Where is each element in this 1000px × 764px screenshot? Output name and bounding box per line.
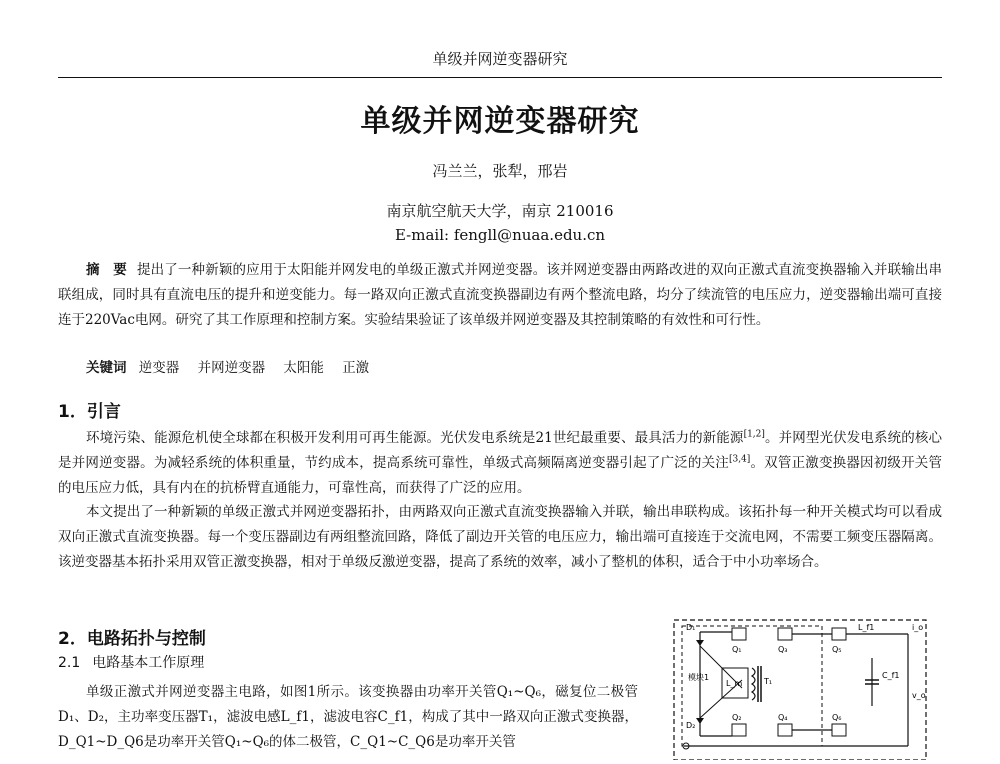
header-rule [58, 77, 942, 78]
label-q2: Q₂ [732, 713, 742, 722]
intro-text-c: 。双管正激变换器因初级开关管的电压应力低，具有内在的抗桥臂直通能力，可靠性高，而获得了广泛的应用。 [58, 455, 942, 496]
abstract-label: 摘 要 [86, 262, 127, 278]
diode-d1 [696, 640, 704, 646]
module-label: 模块1 [688, 673, 710, 682]
transformer-winding [752, 668, 755, 700]
label-t1: T₁ [764, 677, 773, 686]
keyword: 并网逆变器 [197, 360, 266, 376]
label-q4: Q₄ [778, 713, 788, 722]
circuit-diagram [672, 618, 930, 760]
label-q1: Q₁ [732, 645, 742, 654]
subsection-title: 电路基本工作原理 [92, 655, 205, 671]
diode-d2 [696, 718, 704, 724]
intro-text-a: 环境污染、能源危机使全球都在积极开发利用可再生能源。光伏发电系统是21世纪最重要、最具活力的新能源 [86, 430, 744, 446]
circuit-figure [672, 618, 930, 760]
paper-title: 单级并网逆变器研究 [360, 104, 640, 139]
subsection-number: 2.1 [58, 655, 81, 671]
section-1-heading: 1．引言 [58, 402, 121, 422]
keyword: 正激 [342, 360, 370, 376]
label-d2: D₂ [686, 721, 696, 730]
keywords-label: 关键词 [86, 360, 127, 376]
citation: [3,4] [728, 454, 751, 465]
section-2-heading: 2．电路拓扑与控制 [58, 629, 206, 649]
intro-paragraph-2: 本文提出了一种新颖的单级正激式并网逆变器拓扑，由两路双向正激式直流变换器输入并联，输出串联构成。该拓扑每一种开关模式均可以看成双向正激式直流变换器。每一个变压器副边有两组整流回路，降低了副边开关管的电压应力，输出端可直接连于交流电网，不需要工频变压器隔离。该逆变器基本拓扑采用双管正激变换器，相对于单级反激逆变器，提高了系统的效率，减小了整机的体积，适合于中小功率场合。 [58, 504, 942, 570]
citation: [1,2] [743, 429, 765, 440]
email: E-mail: fengll@nuaa.edu.cn [394, 226, 606, 244]
section-2-1-body: 单级正激式并网逆变器主电路，如图1所示。该变换器由功率开关管Q₁~Q₆，磁复位二极管D₁、D₂，主功率变压器T₁，滤波电感L_f1，滤波电容C_f1，构成了其中一路双向正激式变换器，D_Q1~D_Q6是功率开关管Q₁~Q₆的体二极管，C_Q1~C_Q6是功率开关管 [58, 684, 638, 750]
module-border [682, 626, 822, 746]
label-q6: Q₆ [832, 713, 842, 722]
label-cf1: C_f1 [882, 671, 900, 680]
subsection-2-1-heading [58, 652, 204, 672]
label-q5: Q₅ [832, 645, 842, 654]
abstract [58, 258, 942, 333]
label-q3: Q₃ [778, 645, 788, 654]
abstract-text: 提出了一种新颖的应用于太阳能并网发电的单级正激式并网逆变器。该并网逆变器由两路改进的双向正激式直流变换器输入并联输出串联组成，同时具有直流电压的提升和逆变能力。每一路双向正激式直流变换器副边有两个整流电路，均分了续流管的电压应力，逆变器输出端可直接连于220Vac电网。研究了其工作原理和控制方案。实验结果验证了该单级并网逆变器及其控制策略的有效性和可行性。 [58, 262, 943, 328]
label-lf1: L_f1 [858, 623, 875, 632]
intro-text-b: 。并网型光伏发电系统的核心是并网逆变器。为减轻系统的体积重量，节约成本，提高系统可靠性，单级式高频隔离逆变器引起了广泛的关注 [58, 430, 942, 471]
keyword: 太阳能 [283, 360, 324, 376]
keyword: 逆变器 [138, 360, 180, 376]
running-header: 单级并网逆变器研究 [432, 50, 568, 68]
keywords [86, 356, 942, 376]
label-d1: D₁ [686, 623, 696, 632]
label-vo: v_o [912, 691, 926, 700]
authors: 冯兰兰，张犁，邢岩 [432, 162, 568, 180]
label-io: i_o [912, 623, 924, 632]
affiliation: 南京航空航天大学，南京 210016 [386, 202, 614, 220]
figure-border [674, 620, 926, 760]
intro-paragraph-1 [58, 426, 942, 501]
label-lm: L_m [726, 679, 743, 688]
